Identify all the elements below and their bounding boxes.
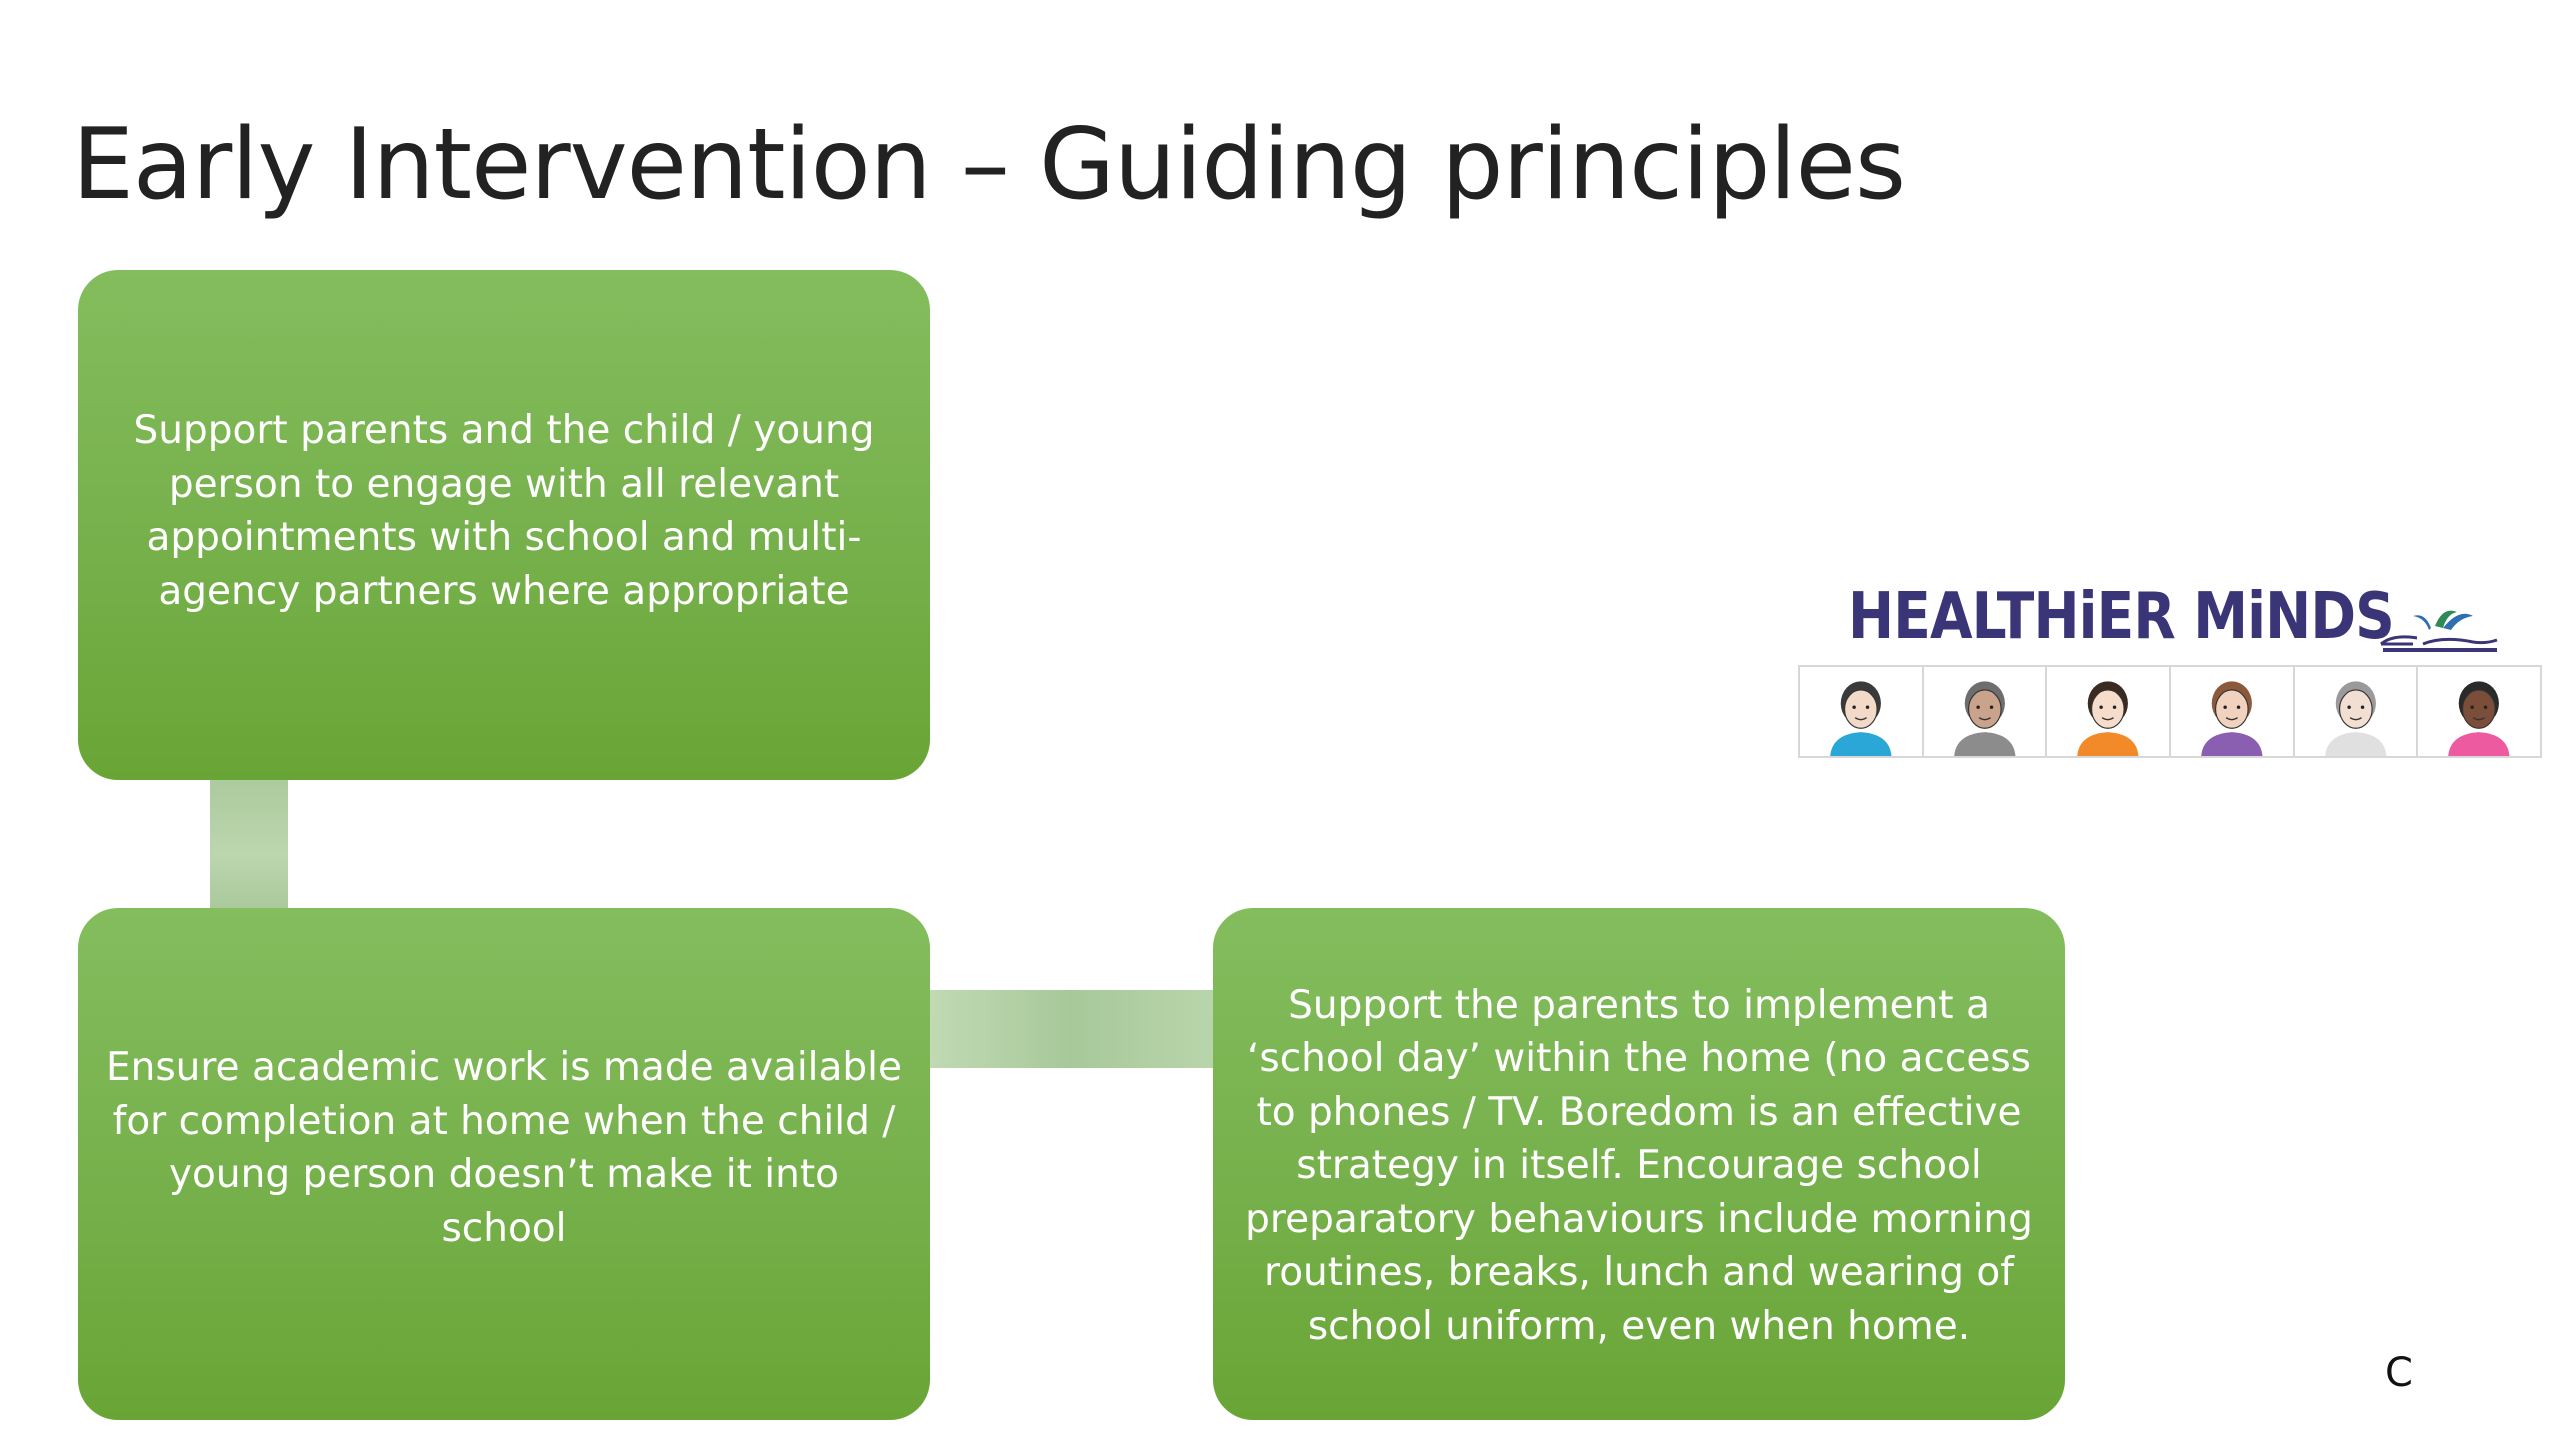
- face-cell: [2418, 667, 2540, 756]
- principle-text-academic-work: Ensure academic work is made available for completion at home when the child / young person doesn’t make it into school: [105, 1045, 902, 1251]
- principle-text-school-day: Support the parents to implement a ‘school day’ within the home (no access to phones / TV. Boredom is an effective strategy in itself. Encourage school preparatory behaviours include morning routines, breaks, lunch and wearing of school uniform, even when home.: [1245, 982, 2033, 1349]
- face-4-icon: [2171, 667, 2293, 756]
- corner-letter: C: [2385, 1350, 2413, 1396]
- face-cell: [2171, 667, 2295, 756]
- connector-horizontal: [920, 990, 1220, 1068]
- principle-box-school-day: [1213, 908, 2065, 1420]
- slide-title: Early Intervention – Guiding principles: [72, 108, 1906, 222]
- connector-vertical: [210, 770, 288, 910]
- face-2-icon: [1924, 667, 2046, 756]
- logo-wordmark: HEALTHiER MiNDS: [1848, 580, 2394, 654]
- face-3-icon: [2047, 667, 2169, 756]
- principle-box-appointments: [78, 270, 930, 780]
- principle-text-appointments: Support parents and the child / young person to engage with all relevant appointments with school and multi-agency partners where appropriate: [133, 408, 875, 614]
- healthier-minds-logo: [1798, 580, 2542, 760]
- face-cell: [2047, 667, 2171, 756]
- east-renfrewshire-logo-icon: [2373, 600, 2503, 660]
- face-5-icon: [2295, 667, 2417, 756]
- face-1-icon: [1800, 667, 1922, 756]
- face-cell: [2295, 667, 2419, 756]
- face-6-icon: [2418, 667, 2540, 756]
- principle-box-academic-work: [78, 908, 930, 1420]
- face-cell: [1924, 667, 2048, 756]
- face-cell: [1800, 667, 1924, 756]
- faces-strip: [1798, 665, 2542, 758]
